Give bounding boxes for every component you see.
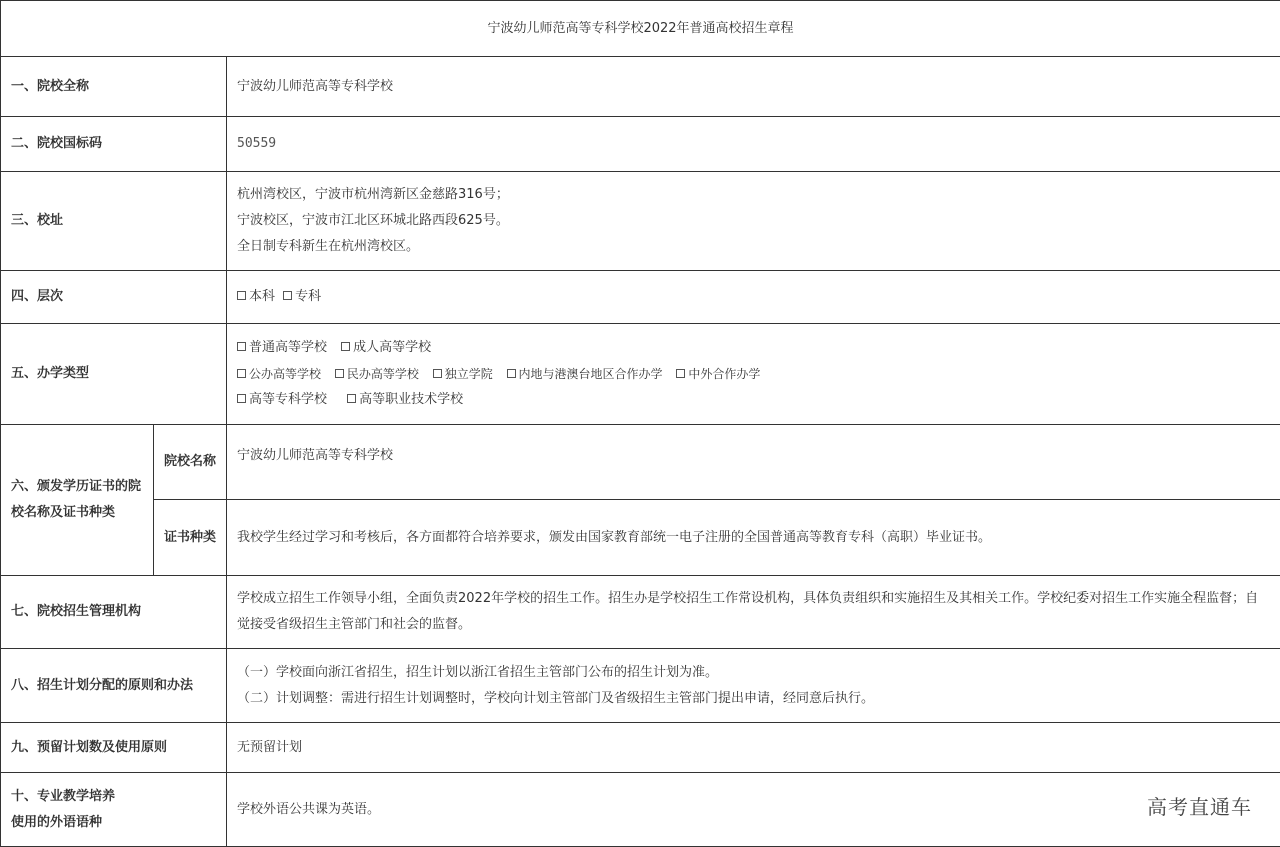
checkbox-icon — [676, 369, 685, 378]
plan-line: （一）学校面向浙江省招生，招生计划以浙江省招生主管部门公布的招生计划为准。 — [237, 660, 1270, 686]
option-label: 专科 — [295, 289, 321, 304]
label-admission-office: 七、院校招生管理机构 — [1, 576, 227, 649]
checkbox-icon — [237, 291, 246, 300]
label-certificate: 六、颁发学历证书的院校名称及证书种类 — [1, 425, 154, 576]
plan-line: （二）计划调整：需进行招生计划调整时，学校向计划主管部门及省级招生主管部门提出申请，经同意后执行。 — [237, 686, 1270, 712]
label-line: 使用的外语语种 — [11, 810, 216, 836]
option-label: 本科 — [249, 289, 275, 304]
value-certificate-school: 宁波幼儿师范高等专科学校 — [227, 425, 1280, 500]
address-line: 全日制专科新生在杭州湾校区。 — [237, 234, 1270, 260]
row-certificate-type — [1, 500, 1280, 576]
row-foreign-language — [1, 773, 1280, 847]
checkbox-icon — [237, 369, 246, 378]
checkbox-icon — [433, 369, 442, 378]
address-line: 宁波校区，宁波市江北区环城北路西段625号。 — [237, 208, 1270, 234]
row-school-code — [1, 117, 1280, 172]
checkbox-icon — [347, 394, 356, 403]
value-school-type — [227, 324, 1280, 425]
value-reserved-plan: 无预留计划 — [227, 723, 1280, 773]
row-school-name — [1, 57, 1280, 117]
sublabel-certificate-type: 证书种类 — [154, 500, 227, 576]
page-title: 宁波幼儿师范高等专科学校2022年普通高校招生章程 — [1, 1, 1280, 57]
checkbox-icon — [283, 291, 292, 300]
value-admission-office: 学校成立招生工作领导小组，全面负责2022年学校的招生工作。招生办是学校招生工作常设机构，具体负责组织和实施招生及其相关工作。学校纪委对招生工作实施全程监督；自觉接受省级招生主管部门和社会的监督。 — [227, 576, 1280, 649]
checkbox-icon — [237, 394, 246, 403]
label-address: 三、校址 — [1, 172, 227, 271]
value-plan-allocation — [227, 649, 1280, 723]
value-school-name: 宁波幼儿师范高等专科学校 — [227, 57, 1280, 117]
label-foreign-language — [1, 773, 227, 847]
label-line: 十、专业教学培养 — [11, 784, 216, 810]
label-plan-allocation: 八、招生计划分配的原则和办法 — [1, 649, 227, 723]
sublabel-school-name: 院校名称 — [154, 425, 227, 500]
watermark-text: 高考直通车 — [1147, 791, 1252, 820]
checkbox-icon — [507, 369, 516, 378]
value-address — [227, 172, 1280, 271]
address-line: 杭州湾校区，宁波市杭州湾新区金慈路316号； — [237, 182, 1270, 208]
row-admission-office — [1, 576, 1280, 649]
option-label: 高等职业技术学校 — [359, 392, 463, 407]
checkbox-icon — [341, 342, 350, 351]
label-level: 四、层次 — [1, 271, 227, 324]
row-plan-allocation — [1, 649, 1280, 723]
option-label: 内地与港澳台地区合作办学 — [519, 367, 663, 381]
value-level — [227, 271, 1280, 324]
value-certificate-type: 我校学生经过学习和考核后，各方面都符合培养要求，颁发由国家教育部统一电子注册的全国普通高等教育专科（高职）毕业证书。 — [227, 500, 1280, 576]
label-school-type: 五、办学类型 — [1, 324, 227, 425]
row-reserved-plan — [1, 723, 1280, 773]
option-label: 高等专科学校 — [249, 392, 327, 407]
option-label: 成人高等学校 — [353, 340, 431, 355]
label-school-code: 二、院校国标码 — [1, 117, 227, 172]
label-reserved-plan: 九、预留计划数及使用原则 — [1, 723, 227, 773]
checkbox-icon — [237, 342, 246, 351]
label-school-name: 一、院校全称 — [1, 57, 227, 117]
checkbox-icon — [335, 369, 344, 378]
row-level — [1, 271, 1280, 324]
row-certificate-school — [1, 425, 1280, 500]
row-address — [1, 172, 1280, 271]
option-label: 民办高等学校 — [347, 367, 419, 381]
value-school-code: 50559 — [227, 117, 1280, 172]
option-label: 公办高等学校 — [249, 367, 321, 381]
option-label: 中外合作办学 — [688, 367, 760, 381]
option-label: 普通高等学校 — [249, 340, 327, 355]
value-foreign-language: 学校外语公共课为英语。 — [227, 773, 1280, 847]
row-school-type — [1, 324, 1280, 425]
option-label: 独立学院 — [445, 367, 493, 381]
